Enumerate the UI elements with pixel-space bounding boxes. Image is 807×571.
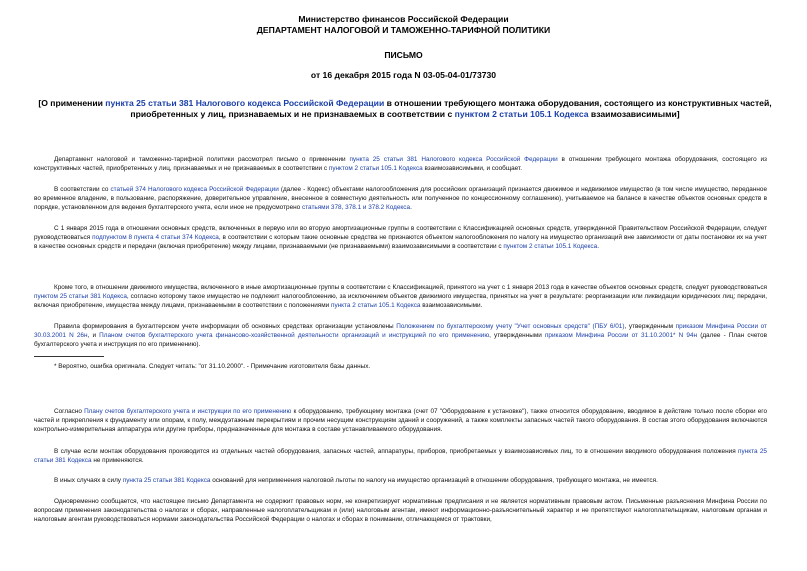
paragraph-text: В случае если монтаж оборудования производится из отдельных частей оборудования, запасных частей, аппаратуры, приборов, приобретаемых у взаимозависимых лиц, то в отношении вводимого оборудования положения	[54, 448, 739, 455]
link-article-381-p25[interactable]: пункта 25 статьи 381 Налогового кодекса Российской Федерации	[349, 156, 558, 163]
link-articles-378[interactable]: статьями 378, 378.1 и 378.2 Кодекса	[302, 204, 411, 211]
link-chart-of-accounts[interactable]: Планом счетов бухгалтерского учета финансово-хозяйственной деятельности организаций и инструкцией по его применению	[99, 332, 490, 339]
link-chart-of-accounts[interactable]: Плану счетов бухгалтерского учета и инструкции по его применению	[84, 408, 292, 415]
link-article-381-p25[interactable]: пунктом 25 статьи 381 Кодекса	[34, 293, 127, 300]
paragraph-text: Правила формирования в бухгалтерском учете информации об основных средствах организации установлены	[54, 323, 397, 330]
department-name: ДЕПАРТАМЕНТ НАЛОГОВОЙ И ТАМОЖЕННО-ТАРИФНОЙ ПОЛИТИКИ	[256, 25, 551, 35]
link-article-374-p4-8[interactable]: подпунктом 8 пункта 4 статьи 374 Кодекса	[92, 234, 219, 241]
subject-text: в отношении требующего монтажа оборудования, состоящего из конструктивных частей, приобретенных у лиц, признаваемых и не признаваемых в соответствии с	[130, 98, 772, 119]
link-article-374[interactable]: статьей 374 Налогового кодекса Российской Федерации	[110, 186, 279, 193]
paragraph-1	[34, 155, 767, 173]
link-article-381-p25[interactable]: пункта 25 статьи 381 Кодекса	[122, 477, 211, 484]
paragraph-text: Согласно	[54, 408, 85, 415]
link-order-94n[interactable]: приказом Минфина России от 31.10.2001* N 94н	[544, 332, 698, 339]
ministry-name: Министерство финансов Российской Федерации	[298, 14, 509, 24]
paragraph-8	[34, 476, 767, 485]
paragraph-text: С 1 января 2015 года в отношении основных средств, включенных в первую или во вторую амортизационные группы в соответствии с Классификацией основных средств, утвержденной Правительством Российской Федерации, следует руководствоваться	[34, 225, 767, 241]
paragraph-text: к оборудованию, требующему монтажа (счет 07 "Оборудование к установке"), также относится оборудование, вводимое в действие только после сборки его частей и прикрепления к фундаменту или опорам, к полу, междуэтажным перекрытиям и прочим несущим конструкциям зданий и сооружений, а также комплекты запасных частей такого оборудования. В состав этого оборудования включаются контрольно-измерительная аппаратура или другие приборы, предназначенные для монтажа в составе устанавливаемого оборудования.	[34, 408, 767, 433]
link-article-105-1-p2[interactable]: пункта 2 статьи 105.1 Кодекса	[331, 302, 421, 309]
paragraph-4	[34, 283, 767, 310]
paragraph-2	[34, 185, 767, 212]
paragraph-text: (далее - План счетов бухгалтерского учета и инструкция по его применению).	[34, 332, 768, 348]
paragraph-text: , утвержденным	[624, 323, 676, 330]
paragraph-text: Департамент налоговой и таможенно-тарифной политики рассмотрел письмо о применении	[54, 156, 350, 163]
subject-link-article-381[interactable]: пункта 25 статьи 381 Налогового кодекса Российской Федерации	[105, 98, 385, 108]
paragraph-text: Кроме того, в отношении движимого имущества, включенного в иные амортизационные группы в соответствии с Классификацией, принятого на учет с 1 января 2013 года в качестве объектов основных средств, следует руководствоваться	[54, 284, 767, 291]
paragraph-text: оснований для неприменения налоговой льготы по налогу на имущество организаций в отношении оборудования, требующего монтажа, не имеется.	[210, 477, 658, 484]
subject-text: взаимозависимыми]	[588, 109, 680, 119]
footnote-divider	[34, 356, 104, 357]
paragraph-text: (далее - Кодекс) объектами налогообложения для российских организаций признается движимое и недвижимое имущество (в том числе имущество, переданное во временное владение, в пользование, распоряжение, доверительное управление, внесенное в совместную деятельность или полученное по концессионному соглашению), учитываемое на балансе в качестве объектов основных средств в порядке, установленном для ведения бухгалтерского учета, если иное не предусмотрено	[34, 186, 767, 211]
subject-link-article-105-1[interactable]: пунктом 2 статьи 105.1 Кодекса	[454, 109, 589, 119]
footnote: * Вероятно, ошибка оригинала. Следует читать: "от 31.10.2000". - Примечание изготовителя базы данных.	[54, 363, 371, 370]
paragraph-text: , согласно которому такое имущество не подлежит налогообложению, за исключением объектов движимого имущества, принятых на учет в результате: реорганизации или ликвидации юридических лиц; передачи, включая приобретение, имущества между лицами, признаваемыми в соответствии с положениями	[34, 293, 768, 309]
letter-subject	[34, 98, 776, 120]
paragraph-text: .	[597, 243, 599, 250]
paragraph-text: взаимозависимыми.	[420, 302, 483, 309]
link-article-105-1-p2[interactable]: пунктом 2 статьи 105.1 Кодекса	[503, 243, 598, 250]
paragraph-text: , утвержденными	[489, 332, 545, 339]
link-article-381-p25[interactable]: пункта 25 статьи 381 Кодекса	[34, 448, 767, 464]
link-pbu-6-01[interactable]: Положением по бухгалтерскому учету "Учет основных средств" (ПБУ 6/01)	[396, 323, 625, 330]
paragraph-3	[34, 224, 767, 251]
paragraph-text: не применяются.	[91, 457, 144, 464]
paragraph-text: , в соответствии с которым такие основные средства не признаются объектом налогообложения по налогу на имущество организаций вне зависимости от даты постановки их на учет в качестве основных средств и передачи (включая приобретение) между лицами, признаваемыми (не признаваемыми) взаимозависимыми в соответствии с	[34, 234, 768, 250]
paragraph-text: В соответствии со	[54, 186, 111, 193]
link-article-105-1-p2[interactable]: пунктом 2 статьи 105.1 Кодекса	[328, 165, 423, 172]
paragraph-6	[34, 407, 767, 434]
paragraph-text: взаимозависимыми, и сообщает.	[422, 165, 522, 172]
paragraph-text: , и	[87, 332, 100, 339]
paragraph-text: .	[410, 204, 412, 211]
link-order-26n[interactable]: приказом Минфина России от 30.03.2001 N 26н	[34, 323, 767, 339]
document-date-number: от 16 декабря 2015 года N 03-05-04-01/73730	[310, 70, 497, 80]
subject-text: [О применении	[38, 98, 106, 108]
paragraph-7	[34, 447, 767, 465]
paragraph-9: Одновременно сообщается, что настоящее письмо Департамента не содержит правовых норм, не конкретизирует нормативные предписания и не является нормативным правовым актом. Письменные разъяснения Минфина России по вопросам применения законодательства о налогах и сборах, направленные налогоплательщикам и (или) налоговым агентам, имеют информационно-разъяснительный характер и не препятствуют налогоплательщикам, налоговым органам и налоговым агентам руководствоваться нормами законодательства Российской Федерации о налогах и сборах в понимании, отличающемся от трактовки,	[34, 498, 767, 523]
paragraph-5	[34, 322, 767, 349]
document-type: ПИСЬМО	[384, 50, 423, 60]
paragraph-text: в отношении требующего монтажа оборудования, состоящего из конструктивных частей, приобретенных у лиц, признаваемых и не признаваемых в соответствии с	[34, 156, 767, 172]
paragraph-text: В иных случаях в силу	[54, 477, 123, 484]
